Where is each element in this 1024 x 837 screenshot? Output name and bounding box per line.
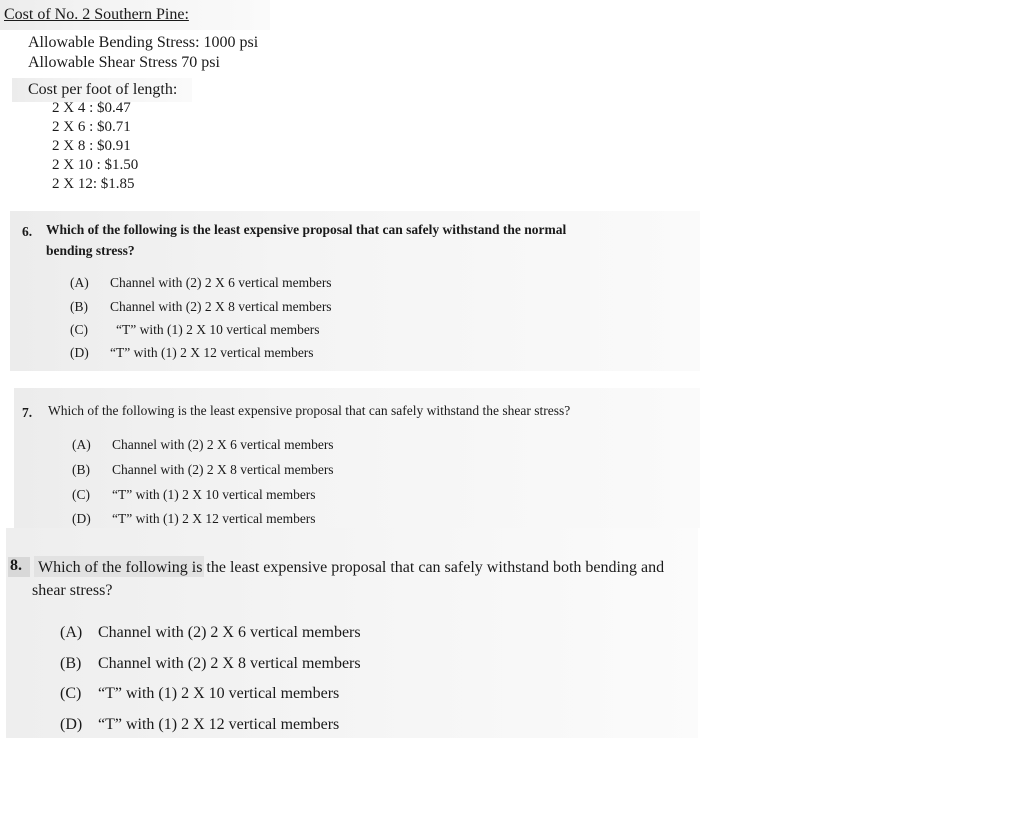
option-text: “T” with (1) 2 X 10 vertical members [116, 322, 320, 337]
option-letter: (D) [72, 511, 91, 526]
option-d[interactable] [60, 716, 339, 734]
option-d[interactable] [70, 345, 314, 361]
option-text: Channel with (2) 2 X 6 vertical members [98, 624, 361, 641]
option-text: “T” with (1) 2 X 12 vertical members [112, 511, 316, 526]
option-text: “T” with (1) 2 X 10 vertical members [112, 487, 316, 502]
option-text: Channel with (2) 2 X 6 vertical members [112, 437, 334, 452]
question-number: 8. [10, 557, 22, 574]
option-c[interactable] [70, 322, 320, 338]
price-2x8: 2 X 8 : $0.91 [52, 138, 131, 154]
option-letter: (C) [70, 322, 88, 337]
bending-stress-line: Allowable Bending Stress: 1000 psi [28, 34, 259, 51]
option-letter: (D) [70, 345, 89, 360]
option-letter: (B) [70, 299, 88, 314]
option-letter: (A) [60, 624, 83, 641]
option-text: “T” with (1) 2 X 12 vertical members [98, 716, 340, 733]
price-2x4: 2 X 4 : $0.47 [52, 100, 131, 116]
option-text: “T” with (1) 2 X 10 vertical members [98, 685, 340, 702]
question-number: 6. [22, 224, 33, 239]
option-letter: (C) [72, 487, 90, 502]
option-letter: (A) [70, 275, 89, 290]
option-letter: (B) [72, 462, 90, 477]
price-2x6: 2 X 6 : $0.71 [52, 119, 131, 135]
option-b[interactable] [72, 462, 334, 478]
option-b[interactable] [60, 655, 361, 673]
option-a[interactable] [72, 437, 334, 453]
option-letter: (D) [60, 716, 83, 733]
question-text-line2: shear stress? [32, 582, 113, 599]
option-letter: (A) [72, 437, 91, 452]
question-text-line2: bending stress? [46, 243, 135, 258]
cost-per-foot-label: Cost per foot of length: [28, 81, 178, 98]
question-text-line1: Which of the following is the least expensive proposal that can safely withstand the shear stress? [48, 403, 571, 418]
option-c[interactable] [72, 487, 316, 503]
option-c[interactable] [60, 685, 339, 703]
question-text-line1: Which of the following is the least expensive proposal that can safely withstand both bending and [38, 559, 665, 576]
price-2x12: 2 X 12: $1.85 [52, 176, 135, 192]
price-2x10: 2 X 10 : $1.50 [52, 157, 139, 173]
option-b[interactable] [70, 299, 332, 315]
shear-stress-line: Allowable Shear Stress 70 psi [28, 54, 220, 71]
option-text: Channel with (2) 2 X 8 vertical members [112, 462, 334, 477]
option-text: Channel with (2) 2 X 6 vertical members [110, 275, 332, 290]
question-number: 7. [22, 405, 33, 420]
option-letter: (B) [60, 655, 82, 672]
option-text: Channel with (2) 2 X 8 vertical members [110, 299, 332, 314]
option-text: “T” with (1) 2 X 12 vertical members [110, 345, 314, 360]
option-letter: (C) [60, 685, 82, 702]
question-text-line1: Which of the following is the least expensive proposal that can safely withstand the normal [46, 222, 567, 237]
option-text: Channel with (2) 2 X 8 vertical members [98, 655, 361, 672]
option-a[interactable] [60, 624, 361, 642]
cost-heading: Cost of No. 2 Southern Pine: [4, 6, 189, 23]
option-d[interactable] [72, 511, 316, 527]
option-a[interactable] [70, 275, 332, 291]
